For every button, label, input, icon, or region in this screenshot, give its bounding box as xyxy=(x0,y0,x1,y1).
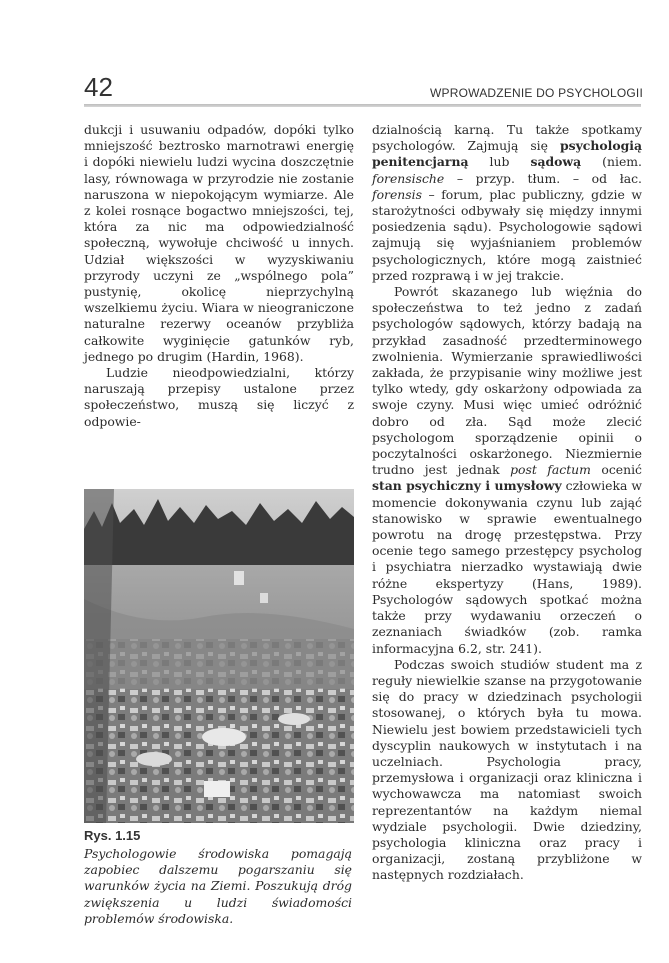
term-bold: stan psychiczny i umysłowy xyxy=(372,478,562,494)
text-run: człowieka w momencie dokonywania czynu lub zająć stanowisko w sprawie ewentualnego powrotu na drogę przestępstwa. Przy ocenie tego samego przestępcy psycholog i psychiatra nierzadko wystawiają dwie różne ekspertyzy (Hans, 1989). Psychologów sądowych spotkać można także przy wydawaniu orzeczeń o zeznaniach świadków (zob. ramka informacyjna 6.2, str. 241). xyxy=(372,478,642,656)
header-rule xyxy=(84,104,641,107)
term-bold: sądową xyxy=(530,154,582,170)
page-number: 42 xyxy=(84,72,113,102)
paragraph xyxy=(372,122,642,284)
term-italic: post factum xyxy=(510,462,591,478)
figure-caption: Psychologowie środowiska pomagają zapobiec dalszemu pogarszaniu się warunków życia na Ziemi. Poszukują dróg zwiększenia u ludzi świadomości problemów środowiska. xyxy=(84,846,352,926)
paragraph: Podczas swoich studiów student ma z reguły niewielkie szanse na przygotowanie się do pracy w dziedzinach psychologii stosowanej, o których była tu mowa. Niewielu jest bowiem przedstawicieli tych dyscyplin naukowych w instytutach i na uczelniach. Psychologia pracy, przemysłowa i organizacji oraz kliniczna i wychowawcza ma natomiast swoich reprezentantów na każdym niemal wydziale psychologii. Dwie dziedziny, psychologia kliniczna oraz pracy i organizacji, zostaną przybliżone w następnych rozdziałach. xyxy=(372,656,642,883)
term-bold: psychologią penitencjarną xyxy=(372,138,642,170)
running-head: WPROWADZENIE DO PSYCHOLOGII xyxy=(430,86,643,100)
text-run: ocenić xyxy=(590,462,642,478)
paragraph: dukcji i usuwaniu odpadów, dopóki tylko mniejszość beztrosko marnotrawi energię i dopóki niewielu ludzi wycina doszczętnie lasy, równowaga w przyrodzie nie zostanie naruszona w niepokojącym wymiarze. Ale z kolei rosnące bogactwo mniejszości, tej, która za nic ma odpowiedzialność społeczną, wywołuje chciwość u innych. Udział większości w wyzyskiwaniu przyrody uczyni ze „wspólnego pola” pustynię, okolicę nieprzychylną wszelkiemu życiu. Wiara w nieograniczone naturalne rezerwy oceanów przybliża całkowite wyginięcie gatunków ryb, jednego po drugim (Hardin, 1968). xyxy=(84,122,354,364)
left-column xyxy=(84,122,354,430)
text-run: – forum, plac publiczny, gdzie w starożytności odbywały się między innymi posiedzenia sądu). Psychologowie sądowi zajmują się wyjaśnianiem problemów psychologicznych, które mogą zaistnieć przed rozprawą i w jej trakcie. xyxy=(372,186,642,283)
text-run: lub xyxy=(468,154,531,170)
text-run: – przyp. tłum. – od łac. xyxy=(444,170,642,186)
text-run: dzialnością karną. Tu także spotkamy psychologów. Zajmują się xyxy=(372,122,642,154)
term-italic: forensis xyxy=(372,186,422,202)
text-run: (niem. xyxy=(581,154,642,170)
figure-number: Rys. 1.15 xyxy=(84,828,141,843)
text-run: Powrót skazanego lub więźnia do społeczeństwa to też jedno z zadań psychologów sądowych, którzy badają na przykład zasadność przedterminowego zwolnienia. Wymierzanie sprawiedliwości zakłada, że przypisanie winy możliwe jest tylko wtedy, gdy oskarżony odpowiada za swoje czyny. Musi więc umieć odróżnić dobro od zła. Sąd może zlecić psychologom sporządzenie opinii o poczytalności oskarżonego. Niezmiernie trudno jest jednak xyxy=(372,284,642,478)
paragraph: Ludzie nieodpowiedzialni, którzy naruszają przepisy ustalone przez społeczeństwo, muszą się liczyć z odpowie- xyxy=(84,365,354,429)
paragraph xyxy=(372,284,642,657)
right-column xyxy=(372,122,642,884)
term-italic: forensische xyxy=(372,170,445,186)
figure-photo-landfill xyxy=(84,489,354,823)
